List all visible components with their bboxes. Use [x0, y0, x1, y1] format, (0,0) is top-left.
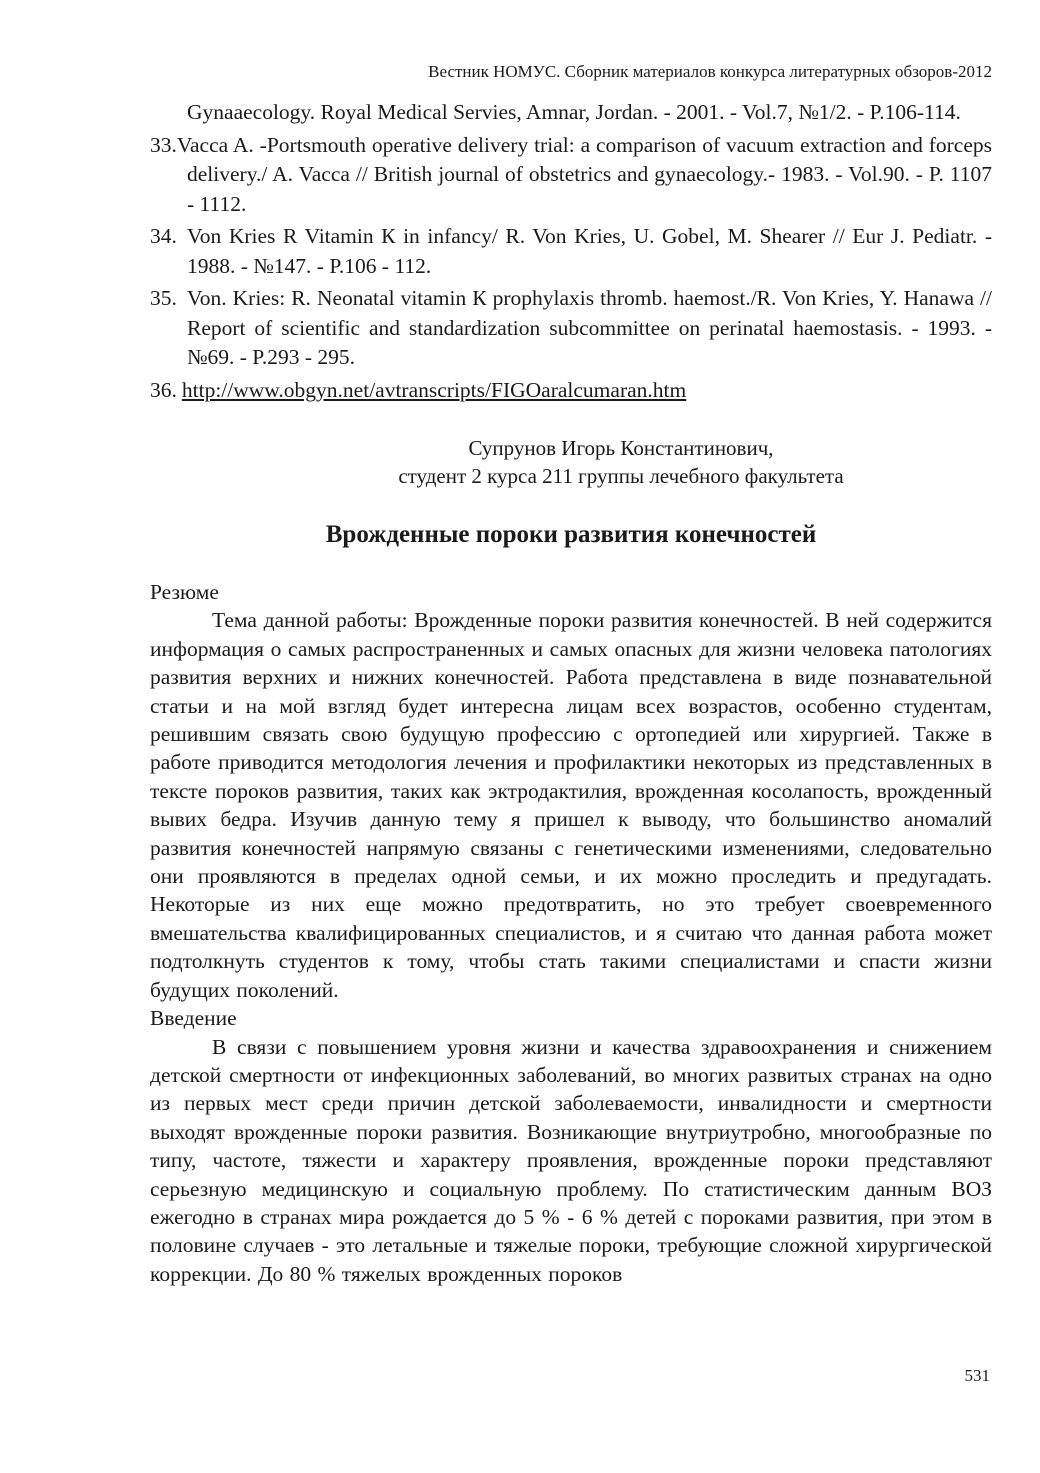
reference-number: 34. [150, 224, 177, 248]
reference-number: 33. [150, 132, 177, 157]
section-heading-summary: Резюме [150, 580, 219, 604]
running-header: Вестник НОМУС. Сборник материалов конкурса литературных обзоров-2012 [428, 62, 992, 81]
author-affiliation: студент 2 курса 211 группы лечебного факультета [398, 464, 844, 488]
reference-item-35 [150, 284, 992, 373]
introduction-paragraph: В связи с повышением уровня жизни и качества здравоохранения и снижением детской смертности от инфекционных заболеваний, во многих развитых странах на одно из первых мест среди причин детской заболеваемости, инвалидности и смертности выходят врожденные пороки развития. Возникающие внутриутробно, многообразные по типу, частоте, тяжести и характеру проявления, врожденные пороки представляют серьезную медицинскую и социальную проблему. По статистическим данным ВОЗ ежегодно в странах мира рождается до 5 % - 6 % детей с пороками развития, при этом в половине случаев - это летальные и тяжелые пороки, требующие сложной хирургической коррекции. До 80 % тяжелых врожденных пороков [150, 1034, 992, 1286]
author-block [150, 434, 992, 490]
page-number: 531 [964, 1366, 990, 1385]
reference-text: Vacca A. -Portsmouth operative delivery trial: a comparison of vacuum extraction and forceps delivery./ A. Vacca // British journal of obstetrics and gynaecology.- 1983. - Vol.90. - P. 1107 - 1112. [176, 132, 992, 216]
reference-list [150, 98, 992, 408]
section-heading-introduction: Введение [150, 1006, 237, 1031]
reference-item-34 [150, 222, 992, 281]
reference-continuation: Gynaaecology. Royal Medical Servies, Amnar, Jordan. - 2001. - Vol.7, №1/2. - P.106-114. [187, 100, 961, 124]
reference-number: 35. [150, 286, 177, 310]
reference-number: 36. [150, 377, 177, 402]
summary-paragraph: Тема данной работы: Врожденные пороки развития конечностей. В ней содержится информация о самых распространенных и самых опасных для жизни человека патологиях развития верхних и нижних конечностей. Работа представлена в виде познавательной статьи и на мой взгляд будет интересна лицам всех возрастов, особенно студентам, решившим связать свою будущую профессию с ортопедией или хирургией. Также в работе приводится методология лечения и профилактики некоторых из представленных в тексте пороков развития, таких как эктродактилия, врожденная косолапость, врожденный вывих бедра. Изучив данную тему я пришел к выводу, что большинство аномалий развития конечностей напрямую связаны с генетическими изменениями, следовательно они проявляются в пределах одной семьи, и их можно проследить и предугадать. Некоторые из них еще можно предотвратить, но это требует своевременного вмешательства квалифицированных специалистов, и я считаю что данная работа может подтолкнуть студентов к тому, чтобы стать такими специалистами и спасти жизни будущих поколений. [150, 608, 992, 1002]
reference-text: Von Kries R Vitamin К in infancy/ R. Von Kries, U. Gobel, M. Shearer // Eur J. Pediatr. - 1988. - №147. - P.106 - 112. [187, 224, 992, 278]
article-body [150, 578, 992, 1288]
reference-link[interactable]: http://www.obgyn.net/avtranscripts/FIGOaralcumaran.htm [181, 377, 687, 402]
reference-item-33 [150, 131, 992, 220]
author-name: Супрунов Игорь Константинович, [468, 436, 774, 460]
article-title: Врожденные пороки развития конечностей [325, 521, 817, 548]
reference-item-36 [150, 376, 992, 406]
reference-text: Von. Kries: R. Neonatal vitamin К prophylaxis thromb. haemost./R. Von Kries, Y. Hanawa // Report of scientific and standardization subcommittee on perinatal haemostasis. - 1993. - №69. - P.293 - 295. [187, 286, 992, 369]
